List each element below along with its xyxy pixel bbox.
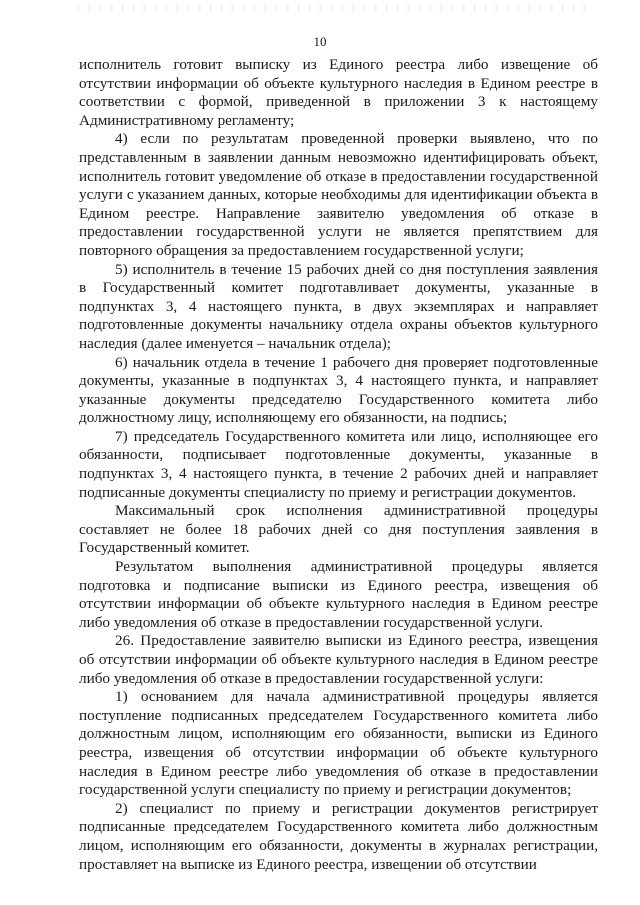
paragraph-subitem-2: 2) специалист по приему и регистрации документов регистрирует подписанные председателем Государственного комитета либо должностным лицом, исполняющим его обязанности, документы в журналах регистрации, проставляет на выписке из Единого реестра, извещении об отсутствии	[79, 799, 598, 873]
document-body	[79, 56, 598, 874]
scan-artifact	[70, 4, 590, 12]
page-number: 10	[313, 34, 327, 49]
paragraph-subitem-1: 1) основанием для начала административной процедуры является поступление подписанных председателем Государственного комитета либо должностным лицом, исполняющим его обязанности, выписки из Единого реестра, извещения об отсутствии информации об объекте культурного наследия в Едином реестре либо уведомления об отказе в предоставлении государственной услуги специалисту по приему и регистрации документов;	[79, 688, 598, 799]
paragraph-result: Результатом выполнения административной процедуры является подготовка и подписание выписки из Единого реестра, извещения об отсутствии информации об объекте культурного наследия в Едином реестре либо уведомления об отказе в предоставлении государственной услуги.	[79, 558, 598, 631]
paragraph-item-6: 6) начальник отдела в течение 1 рабочего дня проверяет подготовленные документы, указанные в подпунктах 3, 4 настоящего пункта, и направляет указанные документы председателю Государственного комитета либо должностному лицу, исполняющему его обязанности, на подпись;	[79, 353, 598, 427]
paragraph-item-5: 5) исполнитель в течение 15 рабочих дней со дня поступления заявления в Государственный комитет подготавливает документы, указанные в подпунктах 3, 4 настоящего пункта, в двух экземплярах и направляет подготовленные документы начальнику отдела охраны объектов культурного наследия (далее именуется – начальник отдела);	[79, 260, 598, 352]
paragraph-max-term: Максимальный срок исполнения административной процедуры составляет не более 18 рабочих дней со дня поступления заявления в Государственный комитет.	[79, 502, 598, 557]
paragraph-item-7: 7) председатель Государственного комитета или лицо, исполняющее его обязанности, подписывает подготовленные документы, указанные в подпунктах 3, 4 настоящего пункта, в течение 2 рабочих дней и направляет подписанные документы специалисту по приему и регистрации документов.	[79, 427, 598, 501]
paragraph-item-4: 4) если по результатам проведенной проверки выявлено, что по представленным в заявлении данным невозможно идентифицировать объект, исполнитель готовит уведомление об отказе в предоставлении государственной услуги с указанием данных, которые необходимы для идентификации объекта в Едином реестре. Направление заявителю уведомления об отказе в предоставлении государственной услуги не является препятствием для повторного обращения за предоставлением государственной услуги;	[79, 130, 598, 259]
paragraph-section-26: 26. Предоставление заявителю выписки из Единого реестра, извещения об отсутствии информации об объекте культурного наследия в Едином реестре либо уведомления об отказе в предоставлении государственной услуги:	[79, 632, 598, 687]
paragraph-continuation: исполнитель готовит выписку из Единого реестра либо извещение об отсутствии информации об объекте культурного наследия в Едином реестре в соответствии с формой, приведенной в приложении 3 к настоящему Административному регламенту;	[79, 56, 598, 129]
